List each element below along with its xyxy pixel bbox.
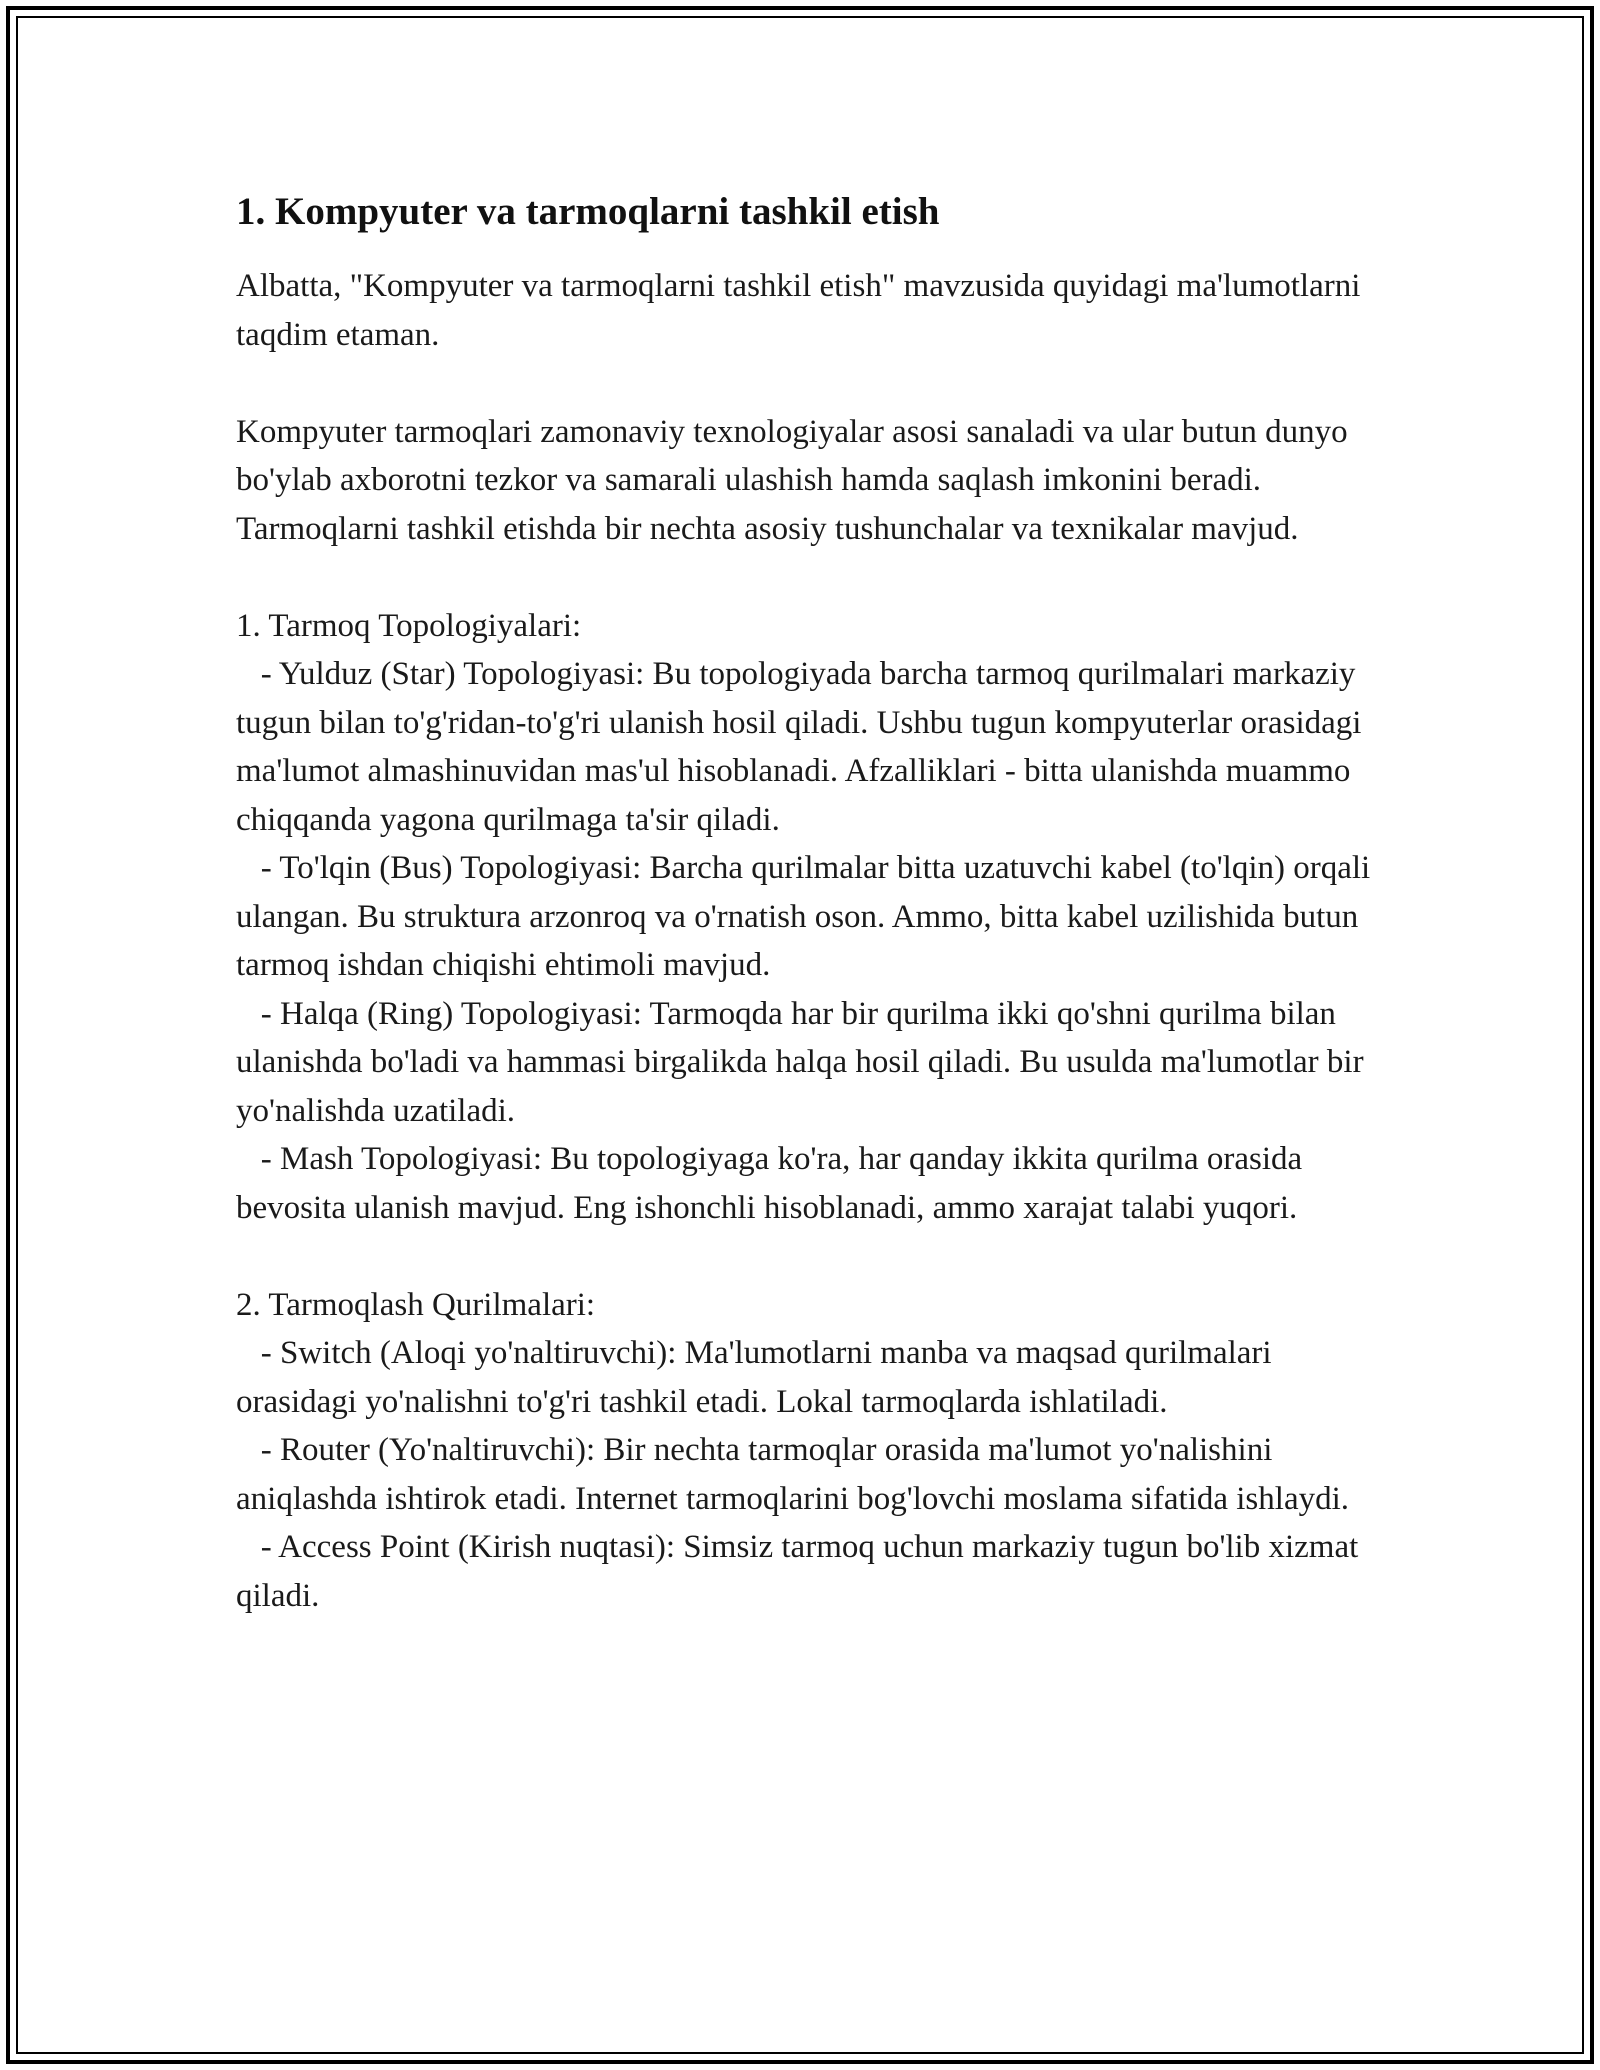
spacer bbox=[236, 1232, 1376, 1281]
list-item-bus-topology: - To'lqin (Bus) Topologiyasi: Barcha qurilmalar bitta uzatuvchi kabel (to'lqin) orqali ulangan. Bu struktura arzonroq va o'rnatish oson. Ammo, bitta kabel uzilishida butun tarmoq ishdan chiqishi ehtimoli mavjud. bbox=[236, 850, 1379, 983]
intro-paragraph: Albatta, "Kompyuter va tarmoqlarni tashkil etish" mavzusida quyidagi ma'lumotlarni taqdim etaman. bbox=[236, 268, 1369, 353]
document-body bbox=[236, 184, 1379, 1620]
overview-paragraph: Kompyuter tarmoqlari zamonaviy texnologiyalar asosi sanaladi va ular butun dunyo bo'ylab axborotni tezkor va samarali ulashish hamda saqlash imkonini beradi. Tarmoqlarni tashkil etishda bir nechta asosiy tushunchalar va texnikalar mavjud. bbox=[236, 413, 1356, 547]
spacer bbox=[236, 359, 1376, 408]
spacer bbox=[236, 553, 1376, 602]
section-heading-devices: 2. Tarmoqlash Qurilmalari: bbox=[236, 1286, 596, 1323]
list-item-star-topology: - Yulduz (Star) Topologiyasi: Bu topologiyada barcha tarmoq qurilmalari markaziy tugun bilan to'g'ridan-to'g'ri ulanish hosil qiladi. Ushbu tugun kompyuterlar orasidagi ma'lumot almashinuvidan mas'ul hisoblanadi. Afzalliklari - bitta ulanishda muammo chiqqanda yagona qurilmaga ta'sir qiladi. bbox=[236, 656, 1370, 838]
list-item-ring-topology: - Halqa (Ring) Topologiyasi: Tarmoqda har bir qurilma ikki qo'shni qurilma bilan ulanishda bo'ladi va hammasi birgalikda halqa hosil qiladi. Bu usulda ma'lumotlar bir yo'nalishda uzatiladi. bbox=[236, 995, 1372, 1129]
list-item-mesh-topology: - Mash Topologiyasi: Bu topologiyaga ko'ra, har qanday ikkita qurilma orasida bevosita ulanish mavjud. Eng ishonchli hisoblanadi, ammo xarajat talabi yuqori. bbox=[236, 1141, 1311, 1226]
page-title: 1. Kompyuter va tarmoqlarni tashkil etish bbox=[236, 190, 940, 233]
list-item-switch: - Switch (Aloqi yo'naltiruvchi): Ma'lumotlarni manba va maqsad qurilmalari orasidagi yo'nalishni to'g'ri tashkil etadi. Lokal tarmoqlarda ishlatiladi. bbox=[236, 1335, 1280, 1420]
list-item-access-point: - Access Point (Kirish nuqtasi): Simsiz tarmoq uchun markaziy tugun bo'lib xizmat qiladi. bbox=[236, 1529, 1367, 1614]
section-heading-topologies: 1. Tarmoq Topologiyalari: bbox=[236, 607, 582, 644]
list-item-router: - Router (Yo'naltiruvchi): Bir nechta tarmoqlar orasida ma'lumot yo'nalishini aniqlashda ishtirok etadi. Internet tarmoqlarini bog'lovchi moslama sifatida ishlaydi. bbox=[236, 1432, 1350, 1517]
